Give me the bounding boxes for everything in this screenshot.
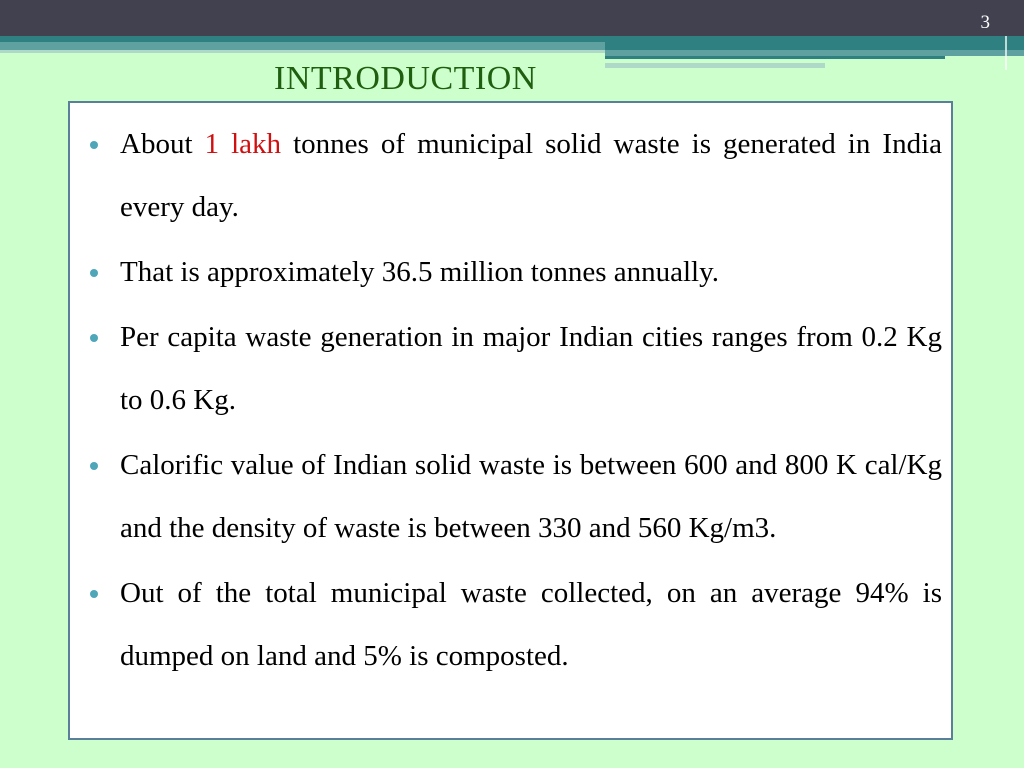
bullet-icon (90, 590, 98, 598)
header-decoration (1005, 36, 1007, 70)
bullet-icon (90, 141, 98, 149)
slide-number: 3 (980, 12, 990, 33)
bullet-item (70, 306, 951, 432)
bullet-item (70, 241, 951, 304)
header-decoration (605, 63, 825, 68)
bullet-icon (90, 334, 98, 342)
header-band (0, 0, 1024, 36)
header-decoration (605, 56, 945, 59)
content-box (68, 101, 953, 740)
slide-title: INTRODUCTION (274, 60, 537, 97)
bullet-text: That is approximately 36.5 million tonnes annually. (120, 256, 719, 288)
bullet-highlight: 1 lakh (204, 128, 282, 160)
bullet-icon (90, 462, 98, 470)
header-decoration (0, 42, 605, 50)
header-decoration (0, 50, 605, 53)
bullet-icon (90, 269, 98, 277)
bullet-text: Out of the total municipal waste collected, on an average 94% is dumped on land and 5% is composted. (120, 577, 942, 672)
bullet-text: Calorific value of Indian solid waste is between 600 and 800 K cal/Kg and the density of waste is between 330 and 560 Kg/m3. (120, 449, 942, 544)
bullet-item (70, 562, 951, 688)
bullet-text: About (120, 128, 205, 160)
bullet-list (70, 113, 951, 690)
bullet-item (70, 434, 951, 560)
bullet-item (70, 113, 951, 239)
bullet-text: Per capita waste generation in major Indian cities ranges from 0.2 Kg to 0.6 Kg. (120, 321, 942, 416)
bullet-text: tonnes of municipal solid waste is generated in India every day. (120, 128, 942, 223)
